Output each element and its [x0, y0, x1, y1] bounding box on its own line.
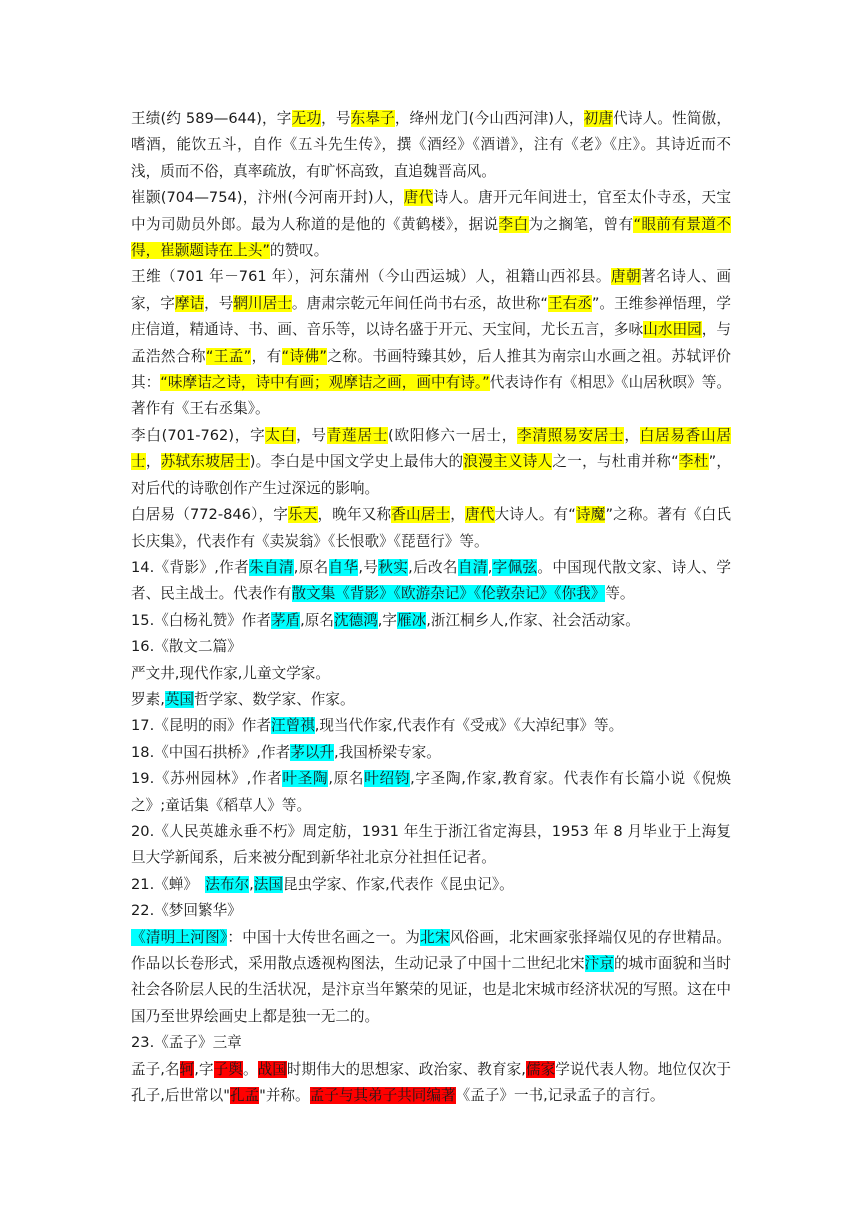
paragraph	[131, 555, 731, 608]
highlighted-text: 白居易香山居士	[131, 426, 731, 471]
highlighted-text: 无功	[291, 110, 322, 127]
highlighted-text: 自清	[457, 558, 488, 576]
text-run: ,字	[194, 1060, 214, 1078]
highlighted-text: 诗魔	[575, 506, 606, 524]
highlighted-text: “王孟”	[205, 347, 252, 365]
text-run: 《孟子》一书,记录孟子的言行。	[455, 1087, 665, 1105]
text-run: 等。	[605, 585, 635, 603]
paragraph	[131, 264, 731, 422]
text-run: ,原名	[300, 611, 334, 629]
highlighted-text: 青莲居士	[326, 426, 389, 444]
text-run: 学说代表人物。地位仅次于孔子,后世常以"	[131, 1060, 731, 1105]
paragraph	[131, 872, 731, 898]
text-run: 20.《人民英雄永垂不朽》周定舫，1931 年生于浙江省定海县，1953 年 8 月毕业于上海复旦大学新闻系，后来被分配到新华社北京分社担任记者。	[131, 822, 731, 867]
highlighted-text: 摩诘	[174, 294, 205, 312]
text-run: 白居易（772-846），字	[131, 506, 289, 524]
text-run: 罗素,	[131, 690, 165, 708]
highlighted-text: 字佩弦	[492, 558, 538, 576]
text-run: ,	[487, 558, 493, 576]
paragraph	[131, 608, 731, 634]
highlighted-text: 战国	[257, 1060, 287, 1078]
text-run: 哲学家、数学家、作家。	[194, 690, 355, 708]
text-run: 王绩(约 589—644)，字	[131, 110, 292, 127]
text-run: 崔颢(704—754)，汴州(今河南开封)人，	[131, 189, 404, 207]
text-run: 严文井,现代作家,儿童文学家。	[131, 664, 330, 682]
text-run: 昆虫学家、作家,代表作《昆虫记》。	[282, 875, 514, 893]
paragraph	[131, 185, 731, 264]
highlighted-text: 唐朝	[610, 268, 642, 286]
text-run: 代诗人。性简傲，嗜酒，能饮五斗，自作《五斗先生传》，撰《酒经》《酒谱》，注有《老》《庄》。其诗近而不浅，质而不俗，真率疏放，有旷怀高致，直追魏晋高风。	[131, 110, 731, 180]
paragraph	[131, 661, 731, 687]
text-run: ,我国桥梁专家。	[334, 743, 441, 761]
paragraph	[131, 1057, 731, 1110]
text-run: ，号	[321, 110, 351, 127]
text-run: 。唐肃宗乾元年间任尚书右丞，故世称“	[291, 294, 548, 312]
text-run: ,后改名	[408, 558, 458, 576]
highlighted-text: 孔孟	[229, 1087, 260, 1105]
text-run: ”。王维参禅悟理，学庄信道，精通诗、书、画、音乐等，以诗名盛于开元、天宝间，尤长五言，多咏	[131, 294, 731, 339]
text-run: 17.《昆明的雨》作者	[131, 717, 271, 735]
text-run: 22.《梦回繁华》	[131, 902, 242, 920]
text-run: 之一，与杜甫并称“	[552, 453, 679, 471]
text-run: 时期伟大的思想家、政治家、教育家,	[286, 1060, 526, 1078]
highlighted-text: 茅以升	[290, 743, 334, 761]
text-run: ，	[450, 506, 466, 524]
text-run: ，	[624, 426, 640, 444]
highlighted-text: 初唐	[583, 110, 614, 127]
text-run: 著名诗人、画家，字	[131, 268, 731, 312]
paragraph	[131, 898, 731, 924]
highlighted-text: 唐代	[403, 189, 434, 207]
highlighted-text: “味摩诘之诗，诗中有画；观摩诘之画，画中有诗。”	[160, 374, 490, 392]
highlighted-text: 李白	[498, 215, 529, 233]
highlighted-text: 东皋子	[350, 110, 395, 127]
highlighted-text: “诗佛”	[281, 347, 327, 365]
text-run: 孟子,名	[131, 1060, 180, 1078]
document-body	[131, 106, 731, 1109]
text-run: 。	[242, 1060, 258, 1078]
highlighted-text: 散文集《背影》《欧游杂记》《伦敦杂记》《你我》	[291, 585, 606, 603]
highlighted-text: 雁冰	[397, 611, 427, 629]
text-run: ，号	[204, 294, 234, 312]
paragraph	[131, 634, 731, 660]
text-run: 23.《孟子》三章	[131, 1034, 242, 1052]
text-run: ，有	[251, 347, 282, 365]
text-run: ，与孟浩然合称	[131, 321, 731, 365]
text-run: (欧阳修六一居士，	[388, 426, 518, 444]
text-run: ，绛州龙门(今山西河津)人，	[394, 110, 584, 127]
highlighted-text: 李杜	[678, 453, 709, 471]
highlighted-text: 英国	[164, 690, 195, 708]
text-run: 为之搁笔，曾有	[528, 215, 634, 233]
text-run: ,浙江桐乡人,作家、社会活动家。	[426, 611, 640, 629]
highlighted-text: 法国	[253, 875, 283, 893]
highlighted-text: 香山居士	[391, 506, 451, 524]
text-run: 15.《白杨礼赞》作者	[131, 611, 271, 629]
paragraph	[131, 819, 731, 872]
text-run: 21.《蝉》	[131, 875, 206, 893]
highlighted-text: 叶圣陶	[282, 770, 329, 788]
text-run: 18.《中国石拱桥》,作者	[131, 743, 291, 761]
paragraph	[131, 687, 731, 713]
text-run: ,	[249, 875, 254, 893]
highlighted-text: 子舆	[213, 1060, 243, 1078]
text-run: ,字	[377, 611, 398, 629]
text-run: 代表诗作有《相思》《山居秋暝》等。著作有《王右丞集》。	[131, 374, 731, 418]
highlighted-text: 浪漫主义诗人	[463, 453, 553, 471]
text-run: 大诗人。有“	[494, 506, 576, 524]
paragraph	[131, 502, 731, 555]
text-run: 19.《苏州园林》,作者	[131, 770, 283, 788]
text-run: 的赞叹。	[269, 242, 329, 260]
highlighted-text: 法布尔	[205, 875, 250, 893]
highlighted-text: 山水田园	[643, 321, 702, 339]
text-run: )。李白是中国文学史上最伟大的	[249, 453, 464, 471]
paragraph	[131, 713, 731, 739]
highlighted-text: 汪曾祺	[270, 717, 315, 735]
text-run: ,原名	[293, 558, 329, 576]
text-run: ,原名	[328, 770, 365, 788]
paragraph	[131, 766, 731, 819]
paragraph	[131, 106, 731, 185]
text-run: 诗人。唐开元年间进士，官至太仆寺丞，天宝中为司勋员外郎。最为人称道的是他的《黄鹤楼》，据说	[131, 189, 731, 233]
highlighted-text: 叶绍钧	[364, 770, 411, 788]
highlighted-text: 苏轼东坡居士	[160, 453, 250, 471]
paragraph	[131, 925, 731, 1031]
highlighted-text: 秋实	[378, 558, 409, 576]
highlighted-text: 《清明上河图》	[131, 928, 228, 946]
highlighted-text: 儒家	[525, 1060, 556, 1078]
highlighted-text: 沈德鸿	[334, 611, 378, 629]
highlighted-text: 孟子与其弟子共同编著	[309, 1087, 456, 1105]
highlighted-text: 太白	[265, 426, 297, 444]
paragraph	[131, 740, 731, 766]
text-run: ”之称。著有《白氏长庆集》，代表作有《卖炭翁》《长恨歌》《琵琶行》等。	[131, 506, 731, 550]
text-run: 王维（701 年－761 年），河东蒲州（今山西运城）人，祖籍山西祁县。	[131, 268, 611, 286]
text-run: ，	[145, 453, 161, 471]
text-run: ，晚年又称	[317, 506, 392, 524]
paragraph	[131, 423, 731, 502]
text-run: ,字圣陶,作家,教育家。代表作有长篇小说《倪焕之》;童话集《稻草人》等。	[131, 770, 731, 814]
highlighted-text: 辋川居士	[233, 294, 292, 312]
text-run: 。中国现代散文家、诗人、学者、民主战士。代表作有	[131, 558, 731, 603]
highlighted-text: 王右丞	[547, 294, 592, 312]
text-run: "并称。	[259, 1087, 310, 1105]
highlighted-text: 乐天	[288, 506, 318, 524]
highlighted-text: 北宋	[420, 928, 450, 946]
highlighted-text: 轲	[179, 1060, 195, 1078]
highlighted-text: 朱自清	[249, 558, 294, 576]
highlighted-text: “眼前有景道不得，崔颢题诗在上头”	[131, 215, 732, 260]
highlighted-text: 李清照易安居士	[517, 426, 625, 444]
text-run: ,现当代作家,代表作有《受戒》《大淖纪事》等。	[314, 717, 624, 735]
text-run: ，号	[296, 426, 327, 444]
text-run: 之称。书画特臻其妙，后人推其为南宗山水画之祖。苏轼评价其：	[131, 347, 731, 392]
text-run: 16.《散文二篇》	[131, 638, 242, 656]
text-run: 风俗画，北宋画家张择端仅见的存世精品。作品以长卷形式，采用散点透视构图法，生动记录了中国十二世纪北宋	[131, 928, 731, 972]
highlighted-text: 唐代	[465, 506, 495, 524]
highlighted-text: 自华	[328, 558, 359, 576]
highlighted-text: 汴京	[584, 955, 614, 972]
text-run: ：中国十大传世名画之一。为	[227, 928, 421, 946]
text-run: 李白(701-762)，字	[131, 426, 266, 444]
highlighted-text: 茅盾	[270, 611, 301, 629]
text-run: ”，对后代的诗歌创作产生过深远的影响。	[131, 453, 731, 497]
paragraph	[131, 1030, 731, 1056]
text-run: ,号	[358, 558, 379, 576]
text-run: 14.《背影》,作者	[131, 558, 249, 576]
text-run: 的城市面貌和当时社会各阶层人民的生活状况，是汴京当年繁荣的见证，也是北宋城市经济状况的写照。这在中国乃至世界绘画史上都是独一无二的。	[131, 955, 731, 1025]
